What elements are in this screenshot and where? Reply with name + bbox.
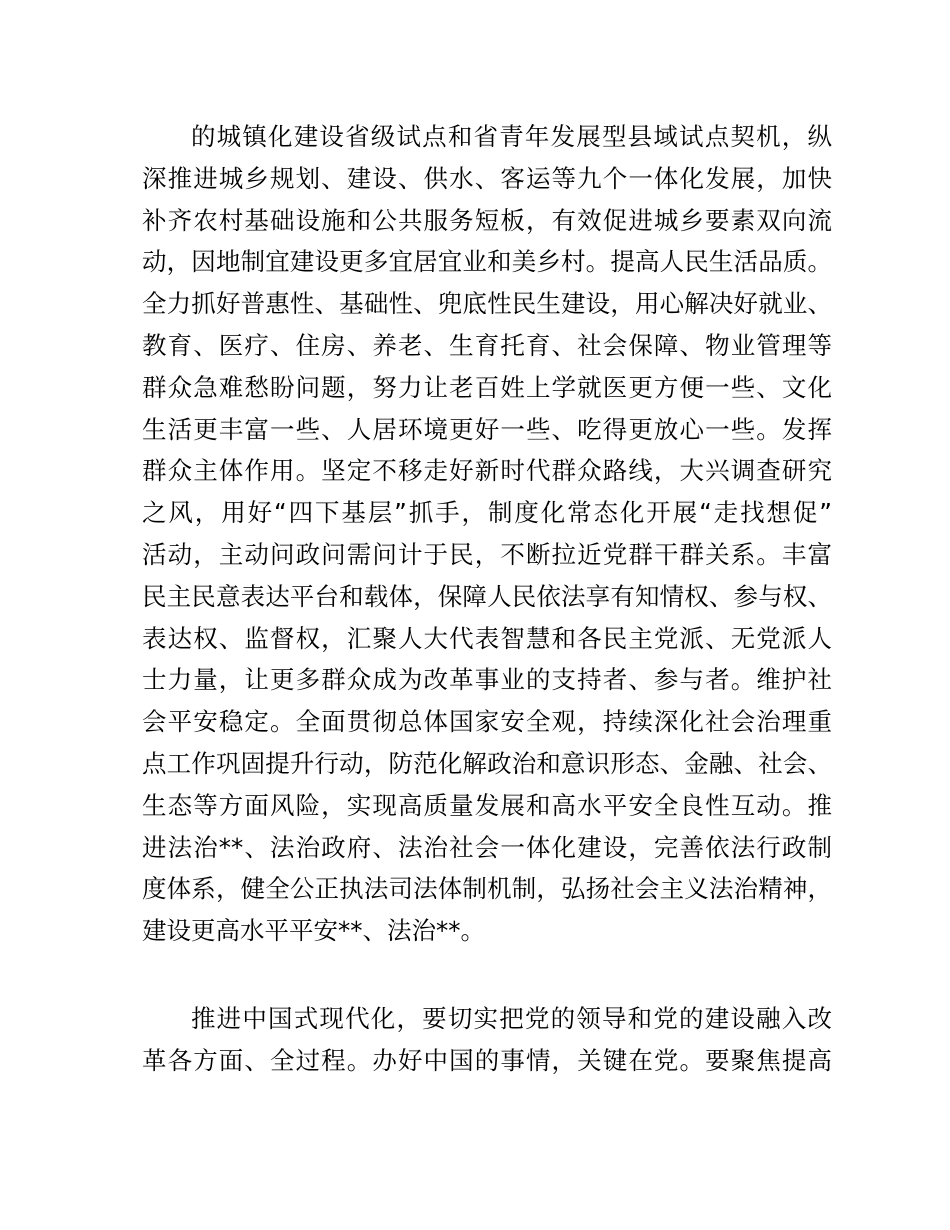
text-line: 建设更高水平平安**、法治**。 — [142, 916, 485, 946]
text-line: 表达权、监督权，汇聚人大代表智慧和各民主党派、无党派人 — [142, 623, 832, 653]
text-line: 活动，主动问政问需问计于民，不断拉近党群干群关系。丰富 — [142, 539, 832, 569]
text-line: 动，因地制宜建设更多宜居宜业和美乡村。提高人民生活品质。 — [142, 247, 832, 277]
paragraph-2 — [142, 998, 832, 1082]
text-line: 深推进城乡规划、建设、供水、客运等九个一体化发展，加快 — [142, 163, 832, 193]
text-line: 点工作巩固提升行动，防范化解政治和意识形态、金融、社会、 — [142, 748, 832, 778]
text-line: 教育、医疗、住房、养老、生育托育、社会保障、物业管理等 — [142, 330, 832, 360]
paragraph-1 — [142, 116, 832, 952]
text-line: 进法治**、法治政府、法治社会一体化建设，完善依法行政制 — [142, 832, 832, 862]
text-line: 群众急难愁盼问题，努力让老百姓上学就医更方便一些、文化 — [142, 372, 832, 402]
text-line: 民主民意表达平台和载体，保障人民依法享有知情权、参与权、 — [142, 581, 832, 611]
text-line: 之风，用好“四下基层”抓手，制度化常态化开展“走找想促” — [142, 498, 832, 528]
text-line: 的城镇化建设省级试点和省青年发展型县域试点契机，纵 — [191, 122, 832, 151]
text-line: 群众主体作用。坚定不移走好新时代群众路线，大兴调查研究 — [142, 456, 832, 486]
text-line: 生活更丰富一些、人居环境更好一些、吃得更放心一些。发挥 — [142, 414, 832, 444]
text-line: 度体系，健全公正执法司法体制机制，弘扬社会主义法治精神， — [142, 874, 832, 904]
text-line: 士力量，让更多群众成为改革事业的支持者、参与者。维护社 — [142, 665, 832, 695]
text-line: 推进中国式现代化，要切实把党的领导和党的建设融入改 — [191, 1004, 832, 1033]
text-line: 革各方面、全过程。办好中国的事情，关键在党。要聚焦提高 — [142, 1045, 832, 1075]
text-line: 全力抓好普惠性、基础性、兜底性民生建设，用心解决好就业、 — [142, 289, 832, 319]
text-line: 补齐农村基础设施和公共服务短板，有效促进城乡要素双向流 — [142, 205, 832, 235]
text-line: 会平安稳定。全面贯彻总体国家安全观，持续深化社会治理重 — [142, 707, 832, 737]
text-line: 生态等方面风险，实现高质量发展和高水平安全良性互动。推 — [142, 790, 832, 820]
